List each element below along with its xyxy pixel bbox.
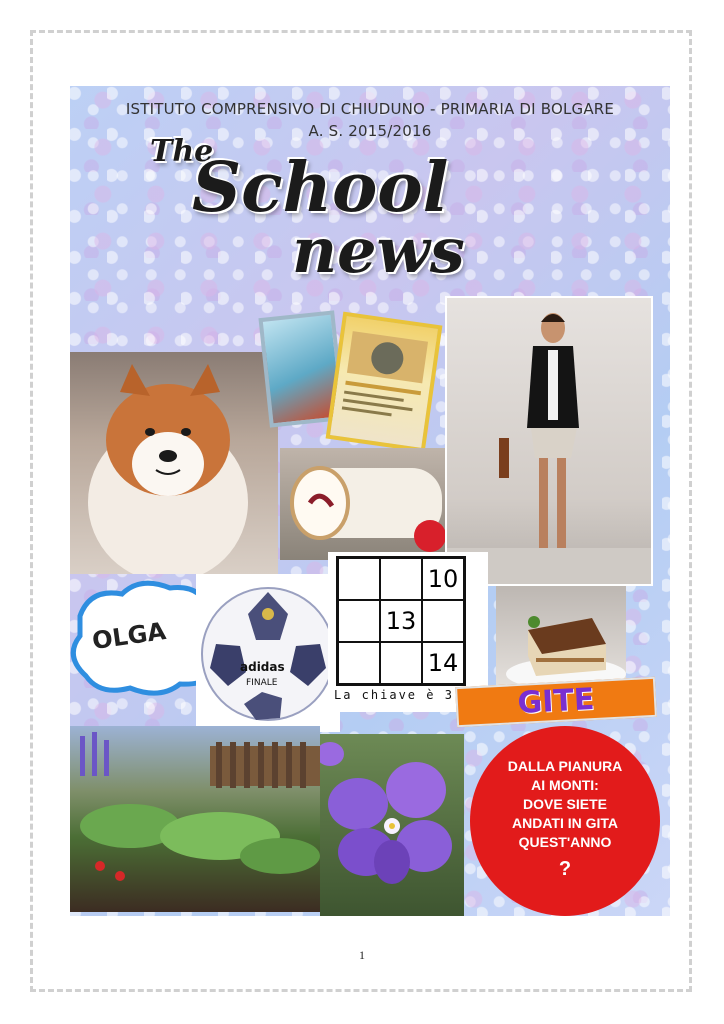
school-name: ISTITUTO COMPRENSIVO DI CHIUDUNO - PRIMARIA DI BOLGARE [125,100,615,118]
puzzle-cell [422,600,464,642]
puzzle-cell [380,558,422,600]
cake-roll-photo [280,448,452,560]
puzzle-cell [338,642,380,684]
trading-card-2 [326,312,443,453]
puzzle-cell: 10 [422,558,464,600]
gite-line: ANDATI IN GITA [511,815,619,831]
puzzle-caption: La chiave è 3 [334,688,454,702]
cover [70,86,670,916]
school-year: A. S. 2015/2016 [308,122,432,140]
puzzle-cell [380,642,422,684]
ball-model: FINALE [246,678,278,688]
puzzle-cell: 13 [380,600,422,642]
akita-dog-photo [70,352,278,574]
fashion-model-photo [445,296,653,586]
ball-brand: adidas [240,660,285,674]
gite-question-circle [470,726,660,916]
puzzle-cell [338,558,380,600]
title-the: The [150,134,214,169]
olga-label: OLGA [90,616,168,656]
football-photo [196,574,340,732]
page-number: 1 [359,948,365,962]
violet-flower-photo [320,734,464,916]
puzzle-cell: 14 [422,642,464,684]
gite-line: QUEST'ANNO [518,834,612,850]
gite-line: AI MONTI: [531,777,599,793]
gite-question-mark: ? [558,858,572,880]
title-news: news [292,214,465,287]
gite-title: GITE [516,682,596,721]
title-school: School [192,148,449,228]
puzzle-grid [336,556,466,686]
gite-line: DOVE SIETE [522,796,608,812]
puzzle-cell [338,600,380,642]
vegetable-garden-photo [70,726,320,912]
gite-line: DALLA PIANURA [507,758,623,774]
